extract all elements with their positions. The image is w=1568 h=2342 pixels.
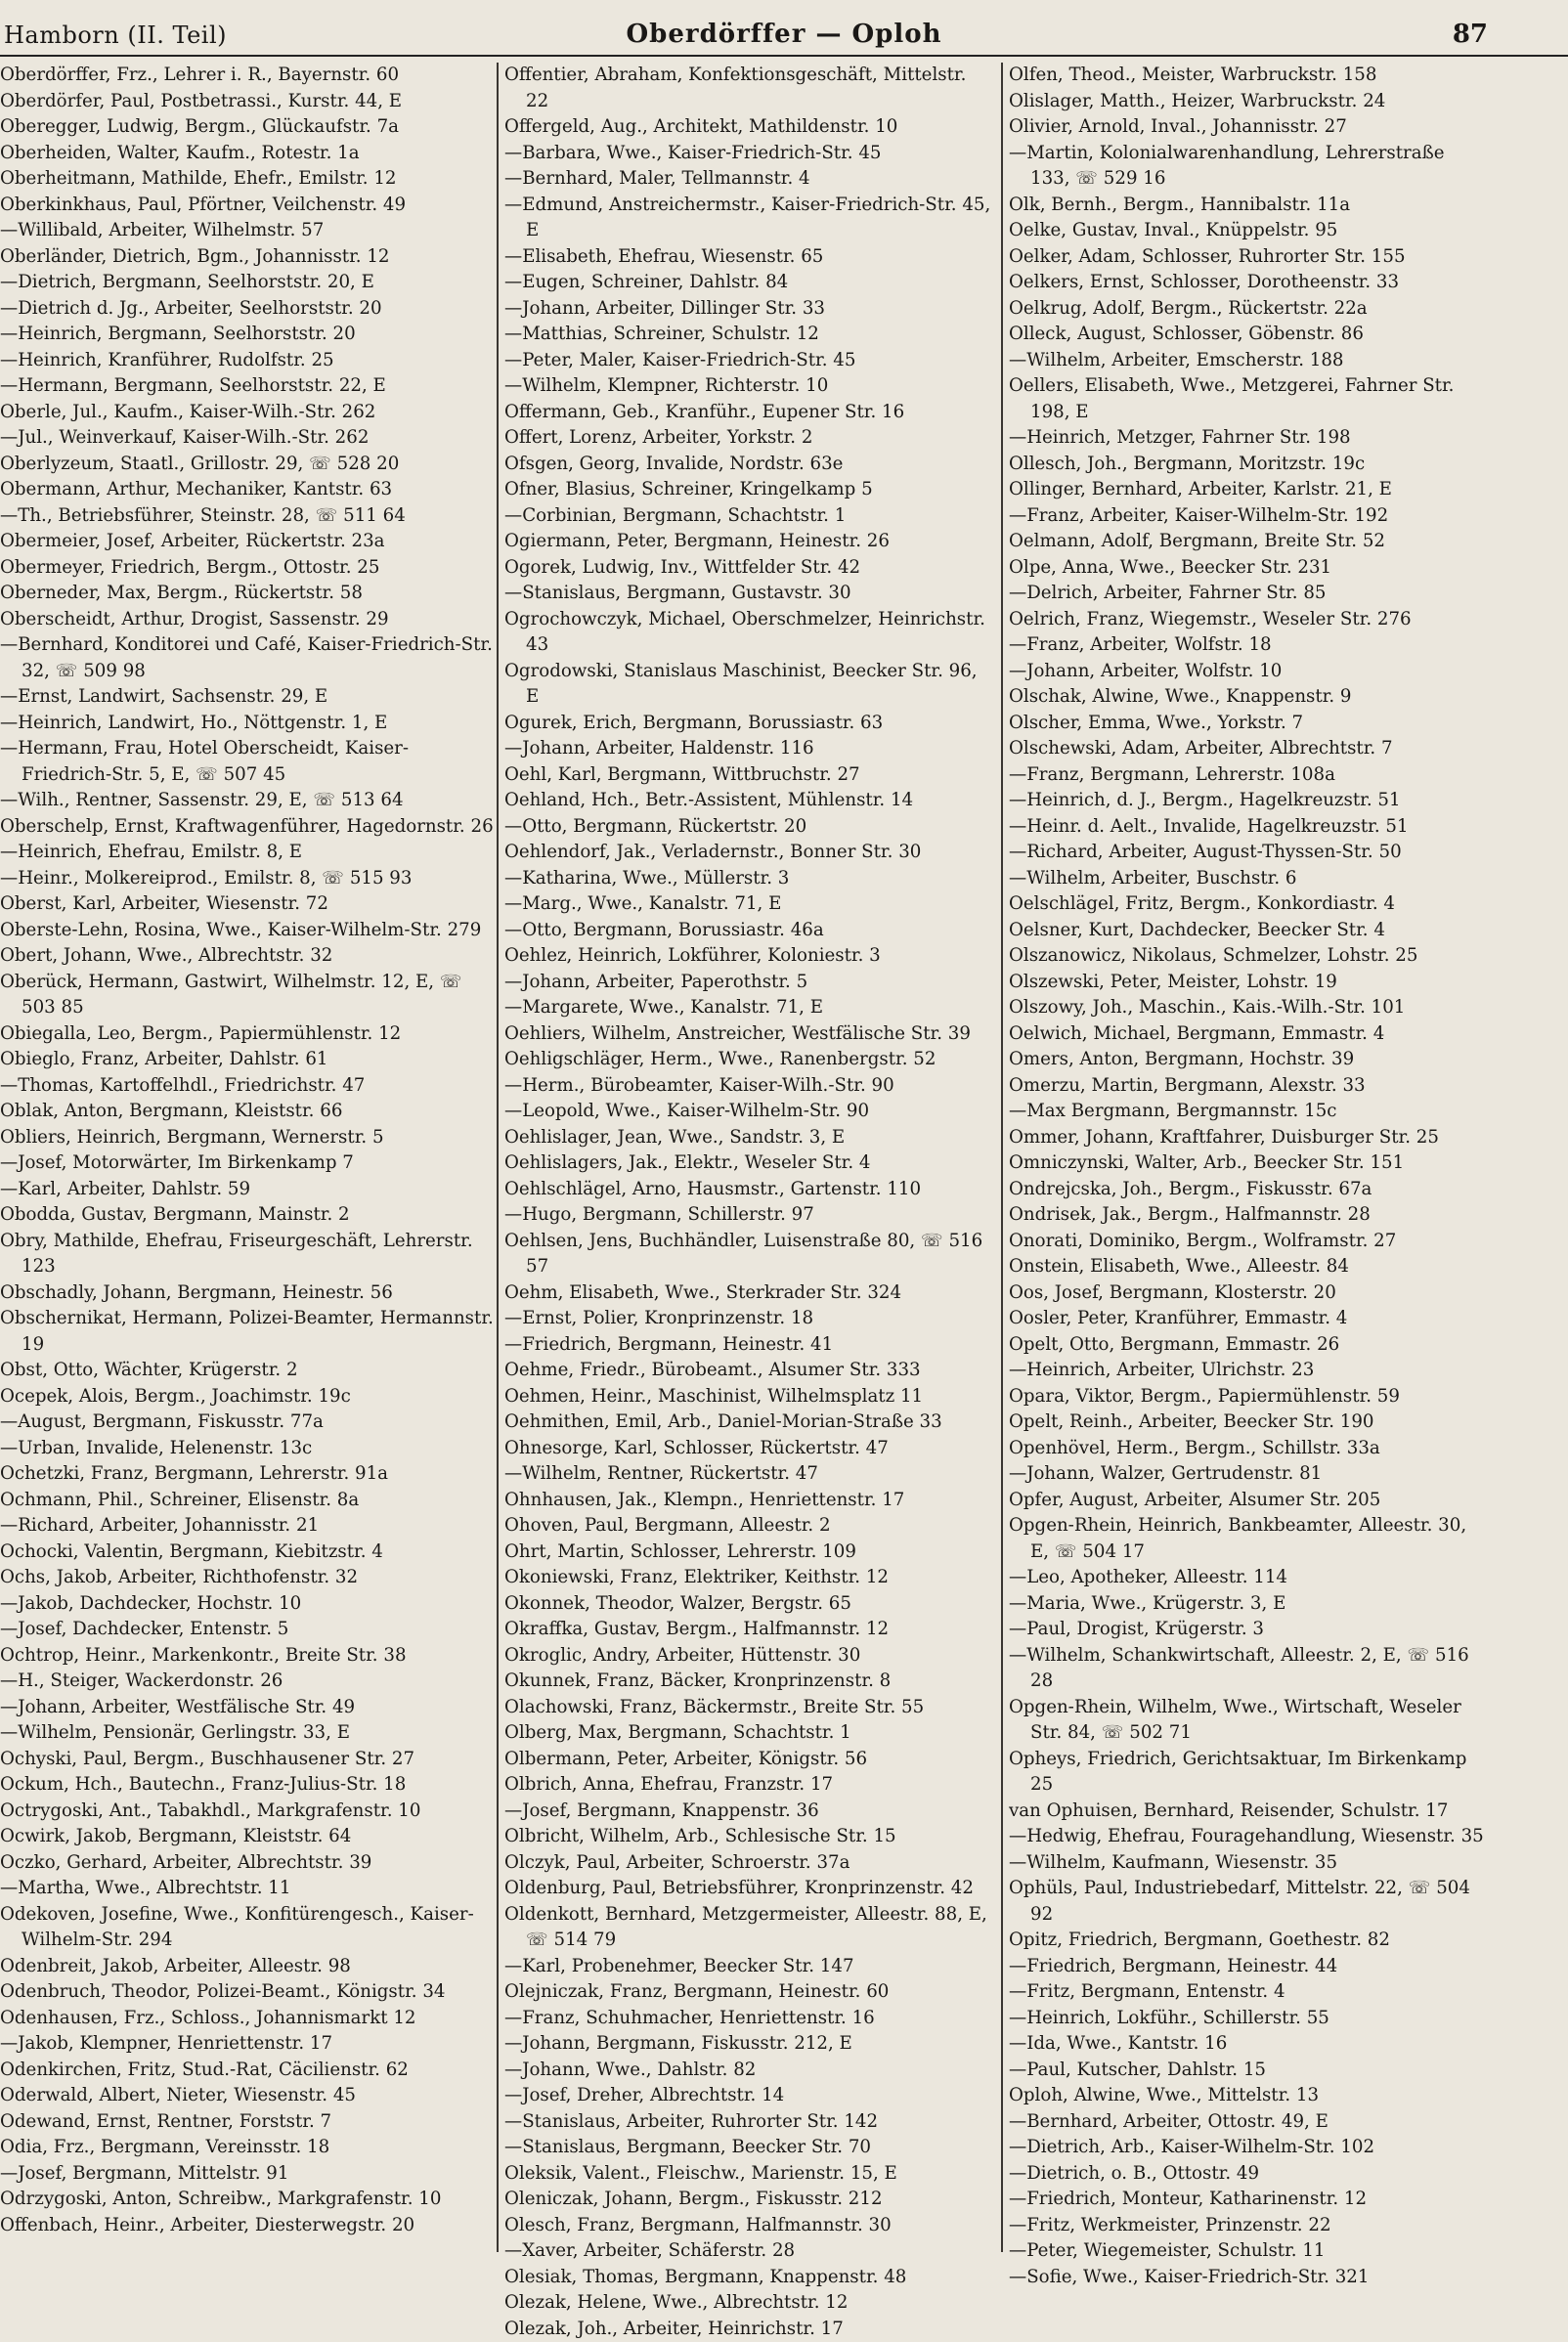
directory-entry: Oehligschläger, Herm., Wwe., Ranenbergstr. 52 — [504, 1047, 993, 1073]
directory-entry: Oberdörfer, Paul, Postbetrassi., Kurstr. 44, E — [0, 89, 497, 115]
directory-entry: Olezak, Helene, Wwe., Albrechtstr. 12 — [504, 2290, 993, 2317]
directory-entry: —Leo, Apotheker, Alleestr. 114 — [1009, 1565, 1488, 1591]
directory-entry: Oelke, Gustav, Inval., Knüppelstr. 95 — [1009, 218, 1488, 244]
directory-entry: Oberste-Lehn, Rosina, Wwe., Kaiser-Wilhelm-Str. 279 — [0, 918, 497, 944]
directory-entry: Olschak, Alwine, Wwe., Knappenstr. 9 — [1009, 684, 1488, 711]
directory-entry: Ochs, Jakob, Arbeiter, Richthofenstr. 32 — [0, 1565, 497, 1591]
directory-entry: —Johann, Arbeiter, Paperothstr. 5 — [504, 970, 993, 996]
directory-entry: Ochocki, Valentin, Bergmann, Kiebitzstr. 4 — [0, 1540, 497, 1566]
directory-entry: —Dietrich, Bergmann, Seelhorststr. 20, E — [0, 270, 497, 296]
directory-entry: —Wilhelm, Schankwirtschaft, Alleestr. 2, E, ☏ 516 28 — [1009, 1643, 1488, 1695]
directory-entry: Olscher, Emma, Wwe., Yorkstr. 7 — [1009, 711, 1488, 737]
directory-entry: —Heinrich, Bergmann, Seelhorststr. 20 — [0, 322, 497, 348]
directory-entry: Oberück, Hermann, Gastwirt, Wilhelmstr. 12, E, ☏ 503 85 — [0, 970, 497, 1021]
directory-entry: Ogrochowczyk, Michael, Oberschmelzer, Heinrichstr. 43 — [504, 607, 993, 659]
directory-entry: Odenkirchen, Fritz, Stud.-Rat, Cäcilienstr. 62 — [0, 2058, 497, 2084]
directory-entry: Oehlez, Heinrich, Lokführer, Koloniestr. 3 — [504, 943, 993, 970]
directory-entry: Okunnek, Franz, Bäcker, Kronprinzenstr. 8 — [504, 1669, 993, 1695]
directory-entry: —Corbinian, Bergmann, Schachtstr. 1 — [504, 503, 993, 530]
directory-entry: —Richard, Arbeiter, Johannisstr. 21 — [0, 1513, 497, 1540]
directory-entry: —Heinr. d. Aelt., Invalide, Hagelkreuzstr. 51 — [1009, 814, 1488, 841]
directory-entry: —Heinrich, Landwirt, Ho., Nöttgenstr. 1, E — [0, 711, 497, 737]
directory-entry: Offergeld, Aug., Architekt, Mathildenstr. 10 — [504, 114, 993, 141]
column-1 — [0, 63, 497, 2252]
directory-entry: Ofner, Blasius, Schreiner, Kringelkamp 5 — [504, 477, 993, 503]
directory-entry: Ochyski, Paul, Bergm., Buschhausener Str. 27 — [0, 1747, 497, 1773]
directory-entry: Olfen, Theod., Meister, Warbruckstr. 158 — [1009, 63, 1488, 89]
directory-entry: —Friedrich, Bergmann, Heinestr. 41 — [504, 1332, 993, 1359]
directory-entry: Olesiak, Thomas, Bergmann, Knappenstr. 48 — [504, 2265, 993, 2291]
directory-entry: Offentier, Abraham, Konfektionsgeschäft, Mittelstr. 22 — [504, 63, 993, 114]
directory-entry: —Karl, Arbeiter, Dahlstr. 59 — [0, 1177, 497, 1203]
directory-entry: Oehlendorf, Jak., Verladernstr., Bonner Str. 30 — [504, 840, 993, 866]
directory-entry: Obieglo, Franz, Arbeiter, Dahlstr. 61 — [0, 1047, 497, 1073]
directory-entry: Oberneder, Max, Bergm., Rückertstr. 58 — [0, 581, 497, 607]
directory-entry: —Bernhard, Arbeiter, Ottostr. 49, E — [1009, 2109, 1488, 2136]
directory-entry: —Paul, Drogist, Krügerstr. 3 — [1009, 1617, 1488, 1643]
directory-entry: Ogurek, Erich, Bergmann, Borussiastr. 63 — [504, 711, 993, 737]
directory-entry: —Thomas, Kartoffelhdl., Friedrichstr. 47 — [0, 1073, 497, 1100]
directory-entry: —Marg., Wwe., Kanalstr. 71, E — [504, 891, 993, 918]
directory-entry: Oehmithen, Emil, Arb., Daniel-Morian-Straße 33 — [504, 1410, 993, 1436]
directory-entry: —H., Steiger, Wackerdonstr. 26 — [0, 1669, 497, 1695]
directory-entry: —Delrich, Arbeiter, Fahrner Str. 85 — [1009, 581, 1488, 607]
directory-entry: Oberegger, Ludwig, Bergm., Glückaufstr. 7a — [0, 114, 497, 141]
directory-entry: Olleck, August, Schlosser, Göbenstr. 86 — [1009, 322, 1488, 348]
directory-entry: Oos, Josef, Bergmann, Klosterstr. 20 — [1009, 1280, 1488, 1307]
directory-entry: —Johann, Arbeiter, Wolfstr. 10 — [1009, 659, 1488, 685]
directory-entry: —Urban, Invalide, Helenenstr. 13c — [0, 1436, 497, 1462]
directory-entry: Oehliers, Wilhelm, Anstreicher, Westfälische Str. 39 — [504, 1021, 993, 1048]
directory-entry: Ohrt, Martin, Schlosser, Lehrerstr. 109 — [504, 1540, 993, 1566]
directory-entry: Offert, Lorenz, Arbeiter, Yorkstr. 2 — [504, 425, 993, 452]
directory-entry: Oldenkott, Bernhard, Metzgermeister, Alleestr. 88, E, ☏ 514 79 — [504, 1902, 993, 1954]
directory-entry: Offermann, Geb., Kranführ., Eupener Str. 16 — [504, 400, 993, 426]
directory-entry: Ondrejcska, Joh., Bergm., Fiskusstr. 67a — [1009, 1177, 1488, 1203]
directory-entry: Oelrich, Franz, Wiegemstr., Weseler Str. 276 — [1009, 607, 1488, 633]
directory-entry: —Josef, Dreher, Albrechtstr. 14 — [504, 2083, 993, 2109]
directory-entry: Oelkrug, Adolf, Bergm., Rückertstr. 22a — [1009, 296, 1488, 323]
directory-entry: —Franz, Arbeiter, Wolfstr. 18 — [1009, 632, 1488, 659]
directory-entry: Oehme, Friedr., Bürobeamt., Alsumer Str. 333 — [504, 1358, 993, 1384]
directory-entry: Opitz, Friedrich, Bergmann, Goethestr. 82 — [1009, 1928, 1488, 1954]
directory-entry: —Eugen, Schreiner, Dahlstr. 84 — [504, 270, 993, 296]
directory-entry: Oelmann, Adolf, Bergmann, Breite Str. 52 — [1009, 529, 1488, 555]
directory-entry: —Johann, Arbeiter, Haldenstr. 116 — [504, 736, 993, 762]
directory-entry: —Wilhelm, Arbeiter, Emscherstr. 188 — [1009, 348, 1488, 374]
directory-entry: —Josef, Bergmann, Knappenstr. 36 — [504, 1799, 993, 1825]
directory-entry: —Wilhelm, Klempner, Richterstr. 10 — [504, 373, 993, 400]
directory-entry: Ocepek, Alois, Bergm., Joachimstr. 19c — [0, 1384, 497, 1410]
directory-entry: —Katharina, Wwe., Müllerstr. 3 — [504, 866, 993, 892]
directory-entry: Ohoven, Paul, Bergmann, Alleestr. 2 — [504, 1513, 993, 1540]
directory-entry: Okoniewski, Franz, Elektriker, Keithstr. 12 — [504, 1565, 993, 1591]
directory-entry: —Dietrich, o. B., Ottostr. 49 — [1009, 2161, 1488, 2188]
directory-entry: Oldenburg, Paul, Betriebsführer, Kronprinzenstr. 42 — [504, 1876, 993, 1902]
directory-entry: —Th., Betriebsführer, Steinstr. 28, ☏ 511 64 — [0, 503, 497, 530]
directory-entry: Opelt, Reinh., Arbeiter, Beecker Str. 190 — [1009, 1410, 1488, 1436]
directory-entry: —Barbara, Wwe., Kaiser-Friedrich-Str. 45 — [504, 141, 993, 167]
directory-entry: Opelt, Otto, Bergmann, Emmastr. 26 — [1009, 1332, 1488, 1359]
column-2 — [497, 63, 993, 2252]
directory-entry: Oelker, Adam, Schlosser, Ruhrorter Str. 155 — [1009, 244, 1488, 271]
directory-entry: Oberst, Karl, Arbeiter, Wiesenstr. 72 — [0, 891, 497, 918]
directory-entry: Ocwirk, Jakob, Bergmann, Kleiststr. 64 — [0, 1824, 497, 1850]
directory-entry: —Xaver, Arbeiter, Schäferstr. 28 — [504, 2238, 993, 2265]
directory-entry: —Wilhelm, Kaufmann, Wiesenstr. 35 — [1009, 1850, 1488, 1877]
directory-entry: Obschernikat, Hermann, Polizei-Beamter, Hermannstr. 19 — [0, 1306, 497, 1358]
directory-entry: Obry, Mathilde, Ehefrau, Friseurgeschäft, Lehrerstr. 123 — [0, 1229, 497, 1280]
directory-entry: —Josef, Dachdecker, Entenstr. 5 — [0, 1617, 497, 1643]
directory-entry: —Max Bergmann, Bergmannstr. 15c — [1009, 1099, 1488, 1125]
directory-entry: Oberländer, Dietrich, Bgm., Johannisstr. 12 — [0, 244, 497, 271]
directory-entry: Ogrodowski, Stanislaus Maschinist, Beecker Str. 96, E — [504, 659, 993, 711]
directory-entry: Ohnesorge, Karl, Schlosser, Rückertstr. 47 — [504, 1436, 993, 1462]
directory-entry: —Leopold, Wwe., Kaiser-Wilhelm-Str. 90 — [504, 1099, 993, 1125]
directory-entry: —Peter, Wiegemeister, Schulstr. 11 — [1009, 2238, 1488, 2265]
directory-entry: —Heinrich, Metzger, Fahrner Str. 198 — [1009, 425, 1488, 452]
directory-entry: Olbrich, Anna, Ehefrau, Franzstr. 17 — [504, 1772, 993, 1799]
directory-entry: —Elisabeth, Ehefrau, Wiesenstr. 65 — [504, 244, 993, 271]
directory-entry: —Dietrich, Arb., Kaiser-Wilhelm-Str. 102 — [1009, 2135, 1488, 2161]
directory-entry: —Friedrich, Bergmann, Heinestr. 44 — [1009, 1954, 1488, 1980]
directory-entry: Okroglic, Andry, Arbeiter, Hüttenstr. 30 — [504, 1643, 993, 1670]
directory-entry: —Franz, Arbeiter, Kaiser-Wilhelm-Str. 192 — [1009, 503, 1488, 530]
directory-entry: Oosler, Peter, Kranführer, Emmastr. 4 — [1009, 1306, 1488, 1332]
directory-entry: —Herm., Bürobeamter, Kaiser-Wilh.-Str. 90 — [504, 1073, 993, 1100]
directory-entry: Oleniczak, Johann, Bergm., Fiskusstr. 212 — [504, 2187, 993, 2213]
directory-entry: —Heinrich, Kranführer, Rudolfstr. 25 — [0, 348, 497, 374]
directory-entry: Obliers, Heinrich, Bergmann, Wernerstr. 5 — [0, 1125, 497, 1151]
directory-entry: Omers, Anton, Bergmann, Hochstr. 39 — [1009, 1047, 1488, 1073]
directory-entry: Ollesch, Joh., Bergmann, Moritzstr. 19c — [1009, 452, 1488, 478]
directory-entry: Oehlislagers, Jak., Elektr., Weseler Str. 4 — [504, 1150, 993, 1177]
directory-entry: Olschewski, Adam, Arbeiter, Albrechtstr. 7 — [1009, 736, 1488, 762]
directory-entry: —Johann, Arbeiter, Westfälische Str. 49 — [0, 1695, 497, 1721]
directory-entry: Olszewski, Peter, Meister, Lohstr. 19 — [1009, 970, 1488, 996]
directory-entry: —Friedrich, Monteur, Katharinenstr. 12 — [1009, 2187, 1488, 2213]
directory-entry: —Edmund, Anstreichermstr., Kaiser-Friedrich-Str. 45, E — [504, 193, 993, 244]
directory-entry: —Stanislaus, Bergmann, Gustavstr. 30 — [504, 581, 993, 607]
directory-entry: Olpe, Anna, Wwe., Beecker Str. 231 — [1009, 555, 1488, 582]
directory-entry: Odekoven, Josefine, Wwe., Konfitürengesch., Kaiser-Wilhelm-Str. 294 — [0, 1902, 497, 1954]
directory-entry: Ogiermann, Peter, Bergmann, Heinestr. 26 — [504, 529, 993, 555]
directory-entry: —Otto, Bergmann, Borussiastr. 46a — [504, 918, 993, 944]
directory-entry: Ochtrop, Heinr., Markenkontr., Breite Str. 38 — [0, 1643, 497, 1670]
directory-entry: Obermeier, Josef, Arbeiter, Rückertstr. 23a — [0, 529, 497, 555]
directory-entry: —Hedwig, Ehefrau, Fouragehandlung, Wiesenstr. 35 — [1009, 1824, 1488, 1850]
directory-entry: —Jakob, Dachdecker, Hochstr. 10 — [0, 1591, 497, 1618]
directory-entry: —Martin, Kolonialwarenhandlung, Lehrerstraße 133, ☏ 529 16 — [1009, 141, 1488, 193]
directory-entry: Ohnhausen, Jak., Klempn., Henriettenstr. 17 — [504, 1488, 993, 1514]
directory-entry: —Johann, Walzer, Gertrudenstr. 81 — [1009, 1461, 1488, 1488]
directory-entry: Olberg, Max, Bergmann, Schachtstr. 1 — [504, 1720, 993, 1747]
directory-entry: Oberheitmann, Mathilde, Ehefr., Emilstr. 12 — [0, 166, 497, 193]
directory-entry: —Otto, Bergmann, Rückertstr. 20 — [504, 814, 993, 841]
directory-entry: Obst, Otto, Wächter, Krügerstr. 2 — [0, 1358, 497, 1384]
directory-entry: —Martha, Wwe., Albrechtstr. 11 — [0, 1876, 497, 1902]
directory-entry: Omerzu, Martin, Bergmann, Alexstr. 33 — [1009, 1073, 1488, 1100]
directory-entry: Oberlyzeum, Staatl., Grillostr. 29, ☏ 528 20 — [0, 452, 497, 478]
directory-entry: —Stanislaus, Bergmann, Beecker Str. 70 — [504, 2135, 993, 2161]
directory-entry: Opheys, Friedrich, Gerichtsaktuar, Im Birkenkamp 25 — [1009, 1747, 1488, 1799]
directory-entry: Olszowy, Joh., Maschin., Kais.-Wilh.-Str. 101 — [1009, 995, 1488, 1021]
directory-entry: —Johann, Arbeiter, Dillinger Str. 33 — [504, 296, 993, 323]
directory-entry: —Wilhelm, Pensionär, Gerlingstr. 33, E — [0, 1720, 497, 1747]
directory-entry: —Margarete, Wwe., Kanalstr. 71, E — [504, 995, 993, 1021]
directory-entry: —Josef, Motorwärter, Im Birkenkamp 7 — [0, 1150, 497, 1177]
directory-entry: Olbermann, Peter, Arbeiter, Königstr. 56 — [504, 1747, 993, 1773]
directory-entry: Opgen-Rhein, Wilhelm, Wwe., Wirtschaft, Weseler Str. 84, ☏ 502 71 — [1009, 1695, 1488, 1747]
directory-entry: —Heinrich, Arbeiter, Ulrichstr. 23 — [1009, 1358, 1488, 1384]
directory-entry: Olachowski, Franz, Bäckermstr., Breite Str. 55 — [504, 1695, 993, 1721]
directory-entry: —Paul, Kutscher, Dahlstr. 15 — [1009, 2058, 1488, 2084]
directory-entry: Ophüls, Paul, Industriebedarf, Mittelstr. 22, ☏ 504 92 — [1009, 1876, 1488, 1928]
directory-entry: Onorati, Dominiko, Bergm., Wolframstr. 27 — [1009, 1229, 1488, 1255]
directory-entry: Ochmann, Phil., Schreiner, Elisenstr. 8a — [0, 1488, 497, 1514]
directory-entry: Opara, Viktor, Bergm., Papiermühlenstr. 59 — [1009, 1384, 1488, 1410]
directory-entry: —Wilhelm, Rentner, Rückertstr. 47 — [504, 1461, 993, 1488]
directory-entry: Obschadly, Johann, Bergmann, Heinestr. 56 — [0, 1280, 497, 1307]
directory-entry: Onstein, Elisabeth, Wwe., Alleestr. 84 — [1009, 1254, 1488, 1280]
directory-entry: —Stanislaus, Arbeiter, Ruhrorter Str. 142 — [504, 2109, 993, 2136]
directory-entry: —Wilh., Rentner, Sassenstr. 29, E, ☏ 513 64 — [0, 788, 497, 814]
directory-entry: —Wilhelm, Arbeiter, Buschstr. 6 — [1009, 866, 1488, 892]
directory-entry: Oehlsen, Jens, Buchhändler, Luisenstraße 80, ☏ 516 57 — [504, 1229, 993, 1280]
directory-entry: —August, Bergmann, Fiskusstr. 77a — [0, 1410, 497, 1436]
directory-entry: Ockum, Hch., Bautechn., Franz-Julius-Str. 18 — [0, 1772, 497, 1799]
directory-entry: —Hugo, Bergmann, Schillerstr. 97 — [504, 1202, 993, 1229]
directory-entry: Oehl, Karl, Bergmann, Wittbruchstr. 27 — [504, 762, 993, 789]
directory-entry: Oehlislager, Jean, Wwe., Sandstr. 3, E — [504, 1125, 993, 1151]
directory-entry: Oberkinkhaus, Paul, Pförtner, Veilchenstr. 49 — [0, 193, 497, 219]
page-header — [0, 16, 1568, 57]
directory-entry: Oelwich, Michael, Bergmann, Emmastr. 4 — [1009, 1021, 1488, 1048]
directory-entry: —Matthias, Schreiner, Schulstr. 12 — [504, 322, 993, 348]
directory-entry: Olejniczak, Franz, Bergmann, Heinestr. 60 — [504, 1979, 993, 2006]
page-number: 87 — [1453, 20, 1488, 49]
directory-entry: —Ernst, Landwirt, Sachsenstr. 29, E — [0, 684, 497, 711]
directory-entry: —Heinrich, Lokführ., Schillerstr. 55 — [1009, 2006, 1488, 2032]
directory-entry: —Richard, Arbeiter, August-Thyssen-Str. 50 — [1009, 840, 1488, 866]
directory-entry: Olezak, Joh., Arbeiter, Heinrichstr. 17 — [504, 2317, 993, 2342]
directory-entry: Oehmen, Heinr., Maschinist, Wilhelmsplatz 11 — [504, 1384, 993, 1410]
directory-entry: Okonnek, Theodor, Walzer, Bergstr. 65 — [504, 1591, 993, 1618]
directory-entry: —Dietrich d. Jg., Arbeiter, Seelhorststr. 20 — [0, 296, 497, 323]
directory-entry: Oberheiden, Walter, Kaufm., Rotestr. 1a — [0, 141, 497, 167]
directory-entry: —Peter, Maler, Kaiser-Friedrich-Str. 45 — [504, 348, 993, 374]
directory-entry: —Ida, Wwe., Kantstr. 16 — [1009, 2031, 1488, 2058]
directory-entry: Oelkers, Ernst, Schlosser, Dorotheenstr. 33 — [1009, 270, 1488, 296]
directory-entry: Odenbreit, Jakob, Arbeiter, Alleestr. 98 — [0, 1954, 497, 1980]
directory-entry: Okraffka, Gustav, Bergm., Halfmannstr. 12 — [504, 1617, 993, 1643]
directory-entry: Oehm, Elisabeth, Wwe., Sterkrader Str. 324 — [504, 1280, 993, 1307]
directory-entry: Oderwald, Albert, Nieter, Wiesenstr. 45 — [0, 2083, 497, 2109]
directory-entry: van Ophuisen, Bernhard, Reisender, Schulstr. 17 — [1009, 1799, 1488, 1825]
directory-entry: Olesch, Franz, Bergmann, Halfmannstr. 30 — [504, 2213, 993, 2239]
directory-entry: —Fritz, Bergmann, Entenstr. 4 — [1009, 1979, 1488, 2006]
directory-entry: —Willibald, Arbeiter, Wilhelmstr. 57 — [0, 218, 497, 244]
directory-entry: Opfer, August, Arbeiter, Alsumer Str. 205 — [1009, 1488, 1488, 1514]
directory-entry: Octrygoski, Ant., Tabakhdl., Markgrafenstr. 10 — [0, 1799, 497, 1825]
directory-entry: Ollinger, Bernhard, Arbeiter, Karlstr. 21, E — [1009, 477, 1488, 503]
directory-entry: Oberdörffer, Frz., Lehrer i. R., Bayernstr. 60 — [0, 63, 497, 89]
directory-entry: Openhövel, Herm., Bergm., Schillstr. 33a — [1009, 1436, 1488, 1462]
directory-entry: Oellers, Elisabeth, Wwe., Metzgerei, Fahrner Str. 198, E — [1009, 373, 1488, 425]
directory-entry: Ochetzki, Franz, Bergmann, Lehrerstr. 91a — [0, 1461, 497, 1488]
directory-entry: Oehland, Hch., Betr.-Assistent, Mühlenstr. 14 — [504, 788, 993, 814]
directory-entry: —Jul., Weinverkauf, Kaiser-Wilh.-Str. 262 — [0, 425, 497, 452]
directory-entry: —Maria, Wwe., Krügerstr. 3, E — [1009, 1591, 1488, 1618]
directory-entry: —Heinr., Molkereiprod., Emilstr. 8, ☏ 515 93 — [0, 866, 497, 892]
directory-entry: Obiegalla, Leo, Bergm., Papiermühlenstr. 12 — [0, 1021, 497, 1048]
directory-entry: Oberschelp, Ernst, Kraftwagenführer, Hagedornstr. 26 — [0, 814, 497, 841]
directory-entry: Oczko, Gerhard, Arbeiter, Albrechtstr. 39 — [0, 1850, 497, 1877]
directory-entry: —Hermann, Bergmann, Seelhorststr. 22, E — [0, 373, 497, 400]
directory-entry: Olbricht, Wilhelm, Arb., Schlesische Str. 15 — [504, 1824, 993, 1850]
directory-entry: Oberle, Jul., Kaufm., Kaiser-Wilh.-Str. 262 — [0, 400, 497, 426]
directory-entry: Olislager, Matth., Heizer, Warbruckstr. 24 — [1009, 89, 1488, 115]
directory-entry: Oblak, Anton, Bergmann, Kleiststr. 66 — [0, 1099, 497, 1125]
directory-entry: Ogorek, Ludwig, Inv., Wittfelder Str. 42 — [504, 555, 993, 582]
entry-columns — [0, 63, 1568, 2252]
directory-entry: Olczyk, Paul, Arbeiter, Schroerstr. 37a — [504, 1850, 993, 1877]
directory-entry: —Fritz, Werkmeister, Prinzenstr. 22 — [1009, 2213, 1488, 2239]
directory-entry: —Jakob, Klempner, Henriettenstr. 17 — [0, 2031, 497, 2058]
directory-entry: —Heinrich, Ehefrau, Emilstr. 8, E — [0, 840, 497, 866]
directory-entry: Olszanowicz, Nikolaus, Schmelzer, Lohstr. 25 — [1009, 943, 1488, 970]
directory-entry: Olivier, Arnold, Inval., Johannisstr. 27 — [1009, 114, 1488, 141]
directory-entry: Omniczynski, Walter, Arb., Beecker Str. 151 — [1009, 1150, 1488, 1177]
directory-entry: Oploh, Alwine, Wwe., Mittelstr. 13 — [1009, 2083, 1488, 2109]
directory-entry: —Bernhard, Konditorei und Café, Kaiser-Friedrich-Str. 32, ☏ 509 98 — [0, 632, 497, 684]
directory-entry: Odenhausen, Frz., Schloss., Johannismarkt 12 — [0, 2006, 497, 2032]
directory-entry: —Johann, Wwe., Dahlstr. 82 — [504, 2058, 993, 2084]
directory-entry: Ofsgen, Georg, Invalide, Nordstr. 63e — [504, 452, 993, 478]
directory-entry: Olk, Bernh., Bergm., Hannibalstr. 11a — [1009, 193, 1488, 219]
directory-entry: Oberscheidt, Arthur, Drogist, Sassenstr. 29 — [0, 607, 497, 633]
directory-entry: Odewand, Ernst, Rentner, Forststr. 7 — [0, 2109, 497, 2136]
directory-entry: Oelschlägel, Fritz, Bergm., Konkordiastr. 4 — [1009, 891, 1488, 918]
directory-entry: Oelsner, Kurt, Dachdecker, Beecker Str. 4 — [1009, 918, 1488, 944]
directory-entry: —Bernhard, Maler, Tellmannstr. 4 — [504, 166, 993, 193]
directory-entry: —Franz, Bergmann, Lehrerstr. 108a — [1009, 762, 1488, 789]
directory-entry: Opgen-Rhein, Heinrich, Bankbeamter, Alleestr. 30, E, ☏ 504 17 — [1009, 1513, 1488, 1565]
directory-entry: —Karl, Probenehmer, Beecker Str. 147 — [504, 1954, 993, 1980]
directory-entry: —Heinrich, d. J., Bergm., Hagelkreuzstr. 51 — [1009, 788, 1488, 814]
directory-entry: Odenbruch, Theodor, Polizei-Beamt., Königstr. 34 — [0, 1979, 497, 2006]
directory-entry: Obermeyer, Friedrich, Bergm., Ottostr. 25 — [0, 555, 497, 582]
directory-entry: Oleksik, Valent., Fleischw., Marienstr. 15, E — [504, 2161, 993, 2188]
directory-entry: Odrzygoski, Anton, Schreibw., Markgrafenstr. 10 — [0, 2187, 497, 2213]
directory-entry: Odia, Frz., Bergmann, Vereinsstr. 18 — [0, 2135, 497, 2161]
directory-entry: —Sofie, Wwe., Kaiser-Friedrich-Str. 321 — [1009, 2265, 1488, 2291]
directory-entry: Offenbach, Heinr., Arbeiter, Diesterwegstr. 20 — [0, 2213, 497, 2239]
directory-entry: —Johann, Bergmann, Fiskusstr. 212, E — [504, 2031, 993, 2058]
directory-entry: Ommer, Johann, Kraftfahrer, Duisburger Str. 25 — [1009, 1125, 1488, 1151]
directory-entry: —Hermann, Frau, Hotel Oberscheidt, Kaiser-Friedrich-Str. 5, E, ☏ 507 45 — [0, 736, 497, 788]
directory-entry: Obodda, Gustav, Bergmann, Mainstr. 2 — [0, 1202, 497, 1229]
running-head-left: Hamborn (II. Teil) — [4, 22, 227, 49]
running-head-range: Oberdörffer — Oploh — [0, 20, 1568, 49]
directory-entry: Oehlschlägel, Arno, Hausmstr., Gartenstr. 110 — [504, 1177, 993, 1203]
directory-entry: Obermann, Arthur, Mechaniker, Kantstr. 63 — [0, 477, 497, 503]
column-3 — [1001, 63, 1488, 2252]
directory-entry: —Ernst, Polier, Kronprinzenstr. 18 — [504, 1306, 993, 1332]
directory-entry: —Josef, Bergmann, Mittelstr. 91 — [0, 2161, 497, 2188]
directory-entry: Ondrisek, Jak., Bergm., Halfmannstr. 28 — [1009, 1202, 1488, 1229]
directory-entry: —Franz, Schuhmacher, Henriettenstr. 16 — [504, 2006, 993, 2032]
directory-entry: Obert, Johann, Wwe., Albrechtstr. 32 — [0, 943, 497, 970]
